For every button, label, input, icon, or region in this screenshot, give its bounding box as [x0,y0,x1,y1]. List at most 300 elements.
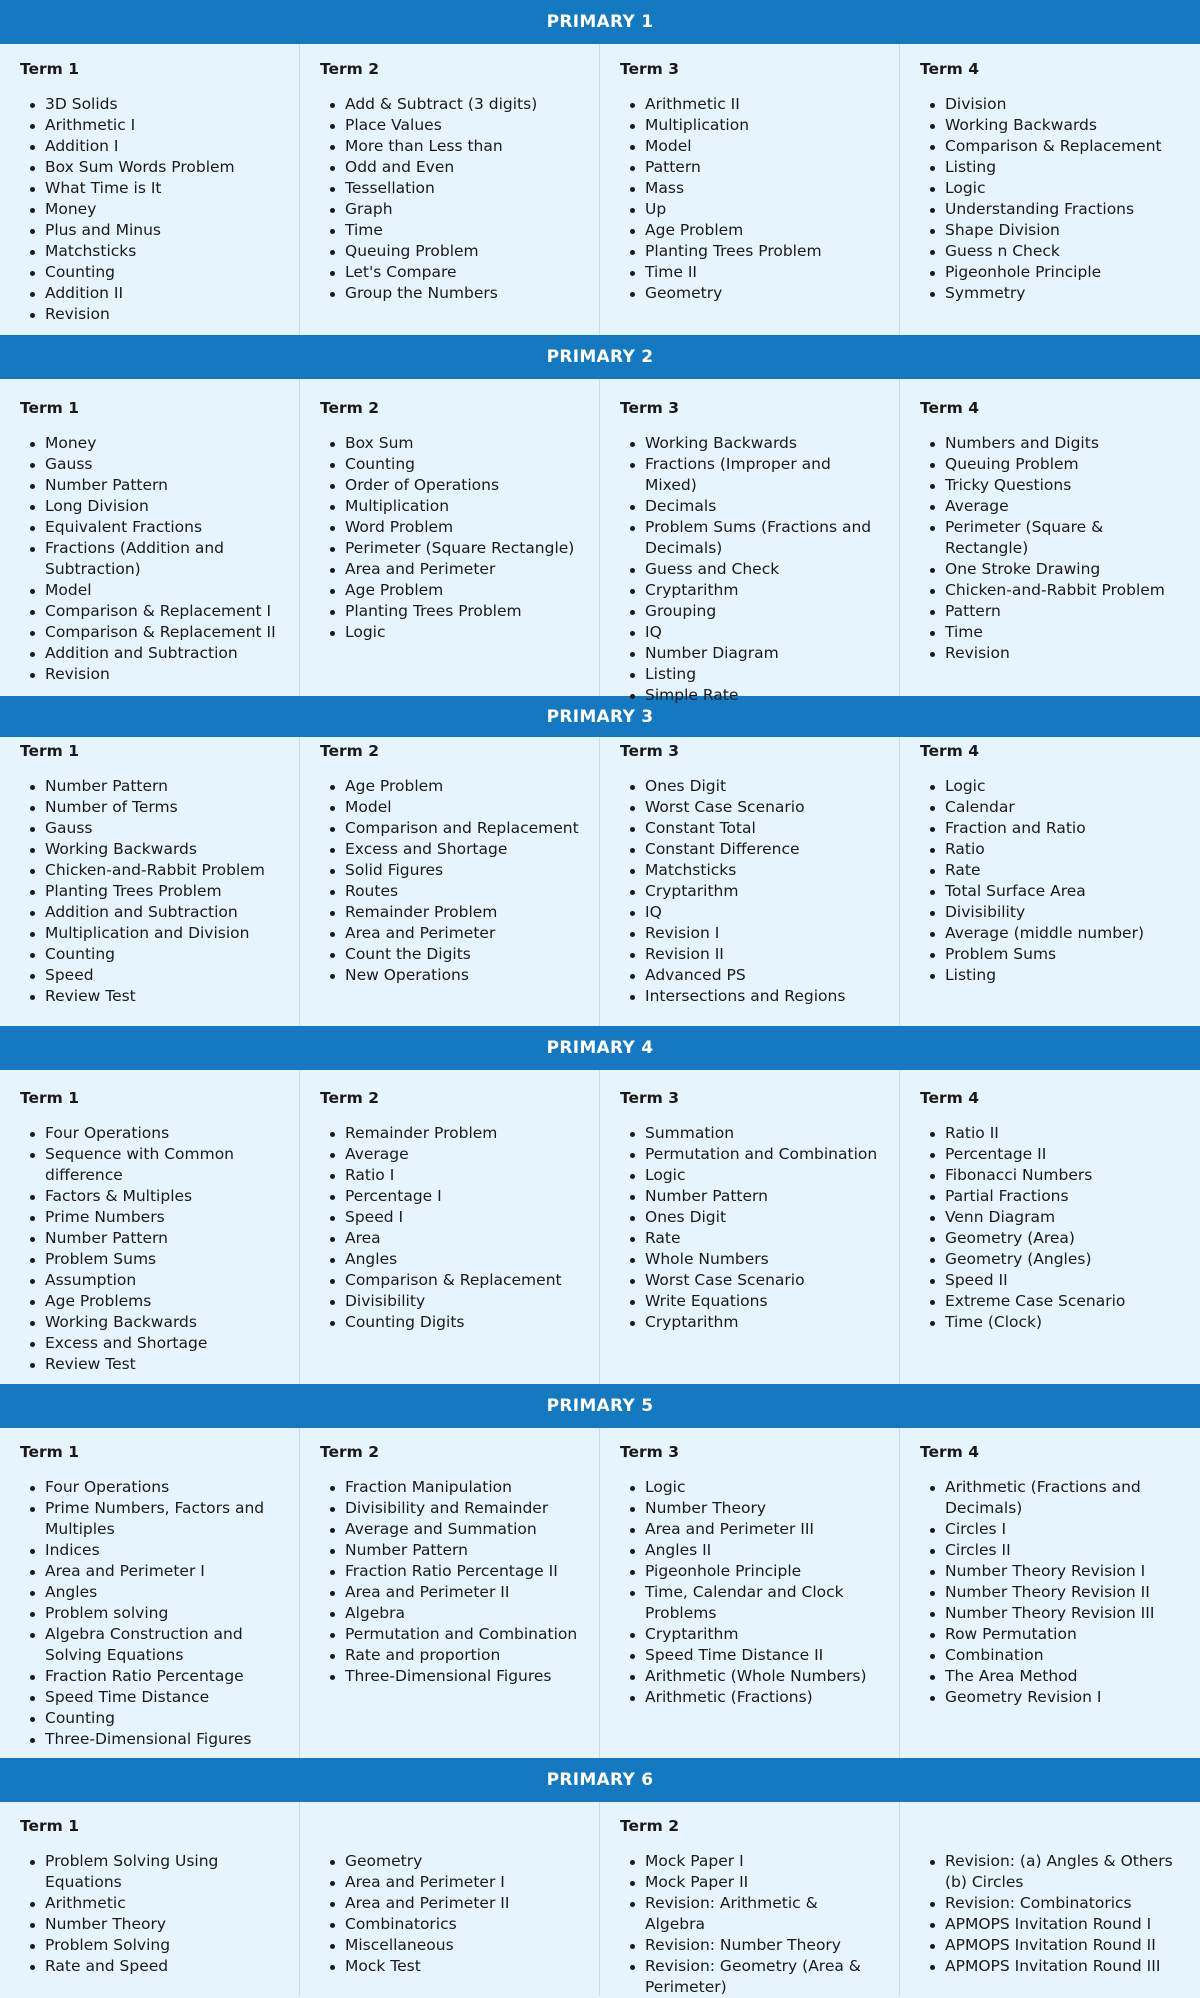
topic-item: Number of Terms [20,797,279,818]
topic-item: Logic [920,178,1180,199]
term-column [600,1428,900,1758]
topic-item: Decimals [620,496,879,517]
term-column [300,1802,600,1996]
topic-item: Revision: Arithmetic & Algebra [620,1893,879,1935]
topic-item: Age Problem [620,220,879,241]
topic-item: Ratio II [920,1123,1180,1144]
topic-item: Money [20,199,279,220]
term-title: Term 2 [320,60,380,78]
topic-list [620,1123,879,1333]
topic-item: Divisibility [920,902,1180,923]
topic-item: Speed I [320,1207,579,1228]
topic-item: Logic [320,622,579,643]
topic-item: New Operations [320,965,579,986]
topic-item: Addition and Subtraction [20,902,279,923]
topic-item: Logic [620,1165,879,1186]
topic-item: Area [320,1228,579,1249]
topic-list [620,433,879,706]
topic-item: Remainder Problem [320,902,579,923]
term-column [300,1428,600,1758]
topic-list [920,1477,1180,1708]
topic-item: Fibonacci Numbers [920,1165,1180,1186]
topic-item: Ratio [920,839,1180,860]
topic-item: Review Test [20,1354,279,1375]
topic-item: Constant Total [620,818,879,839]
primary-3-header: PRIMARY 3 [0,696,1200,737]
term-title: Term 3 [620,399,680,417]
topic-item: Algebra Construction and Solving Equations [20,1624,279,1666]
primary-2-terms [0,379,1200,704]
topic-item: Matchsticks [20,241,279,262]
topic-list [320,1123,579,1333]
topic-item: APMOPS Invitation Round II [920,1935,1180,1956]
topic-item: Geometry (Angles) [920,1249,1180,1270]
topic-item: Multiplication and Division [20,923,279,944]
topic-item: Symmetry [920,283,1180,304]
topic-item: Row Permutation [920,1624,1180,1645]
topic-item: Area and Perimeter [320,923,579,944]
topic-list [20,1851,279,1977]
term-title: Term 3 [620,742,680,760]
topic-item: Fractions (Improper and Mixed) [620,454,879,496]
topic-item: Excess and Shortage [320,839,579,860]
topic-item: Addition I [20,136,279,157]
topic-item: Comparison & Replacement [320,1270,579,1291]
topic-item: Sequence with Common difference [20,1144,279,1186]
topic-item: Planting Trees Problem [20,881,279,902]
topic-list [620,1851,879,1998]
topic-item: Constant Difference [620,839,879,860]
topic-item: Number Pattern [20,1228,279,1249]
topic-item: APMOPS Invitation Round III [920,1956,1180,1977]
topic-item: Circles II [920,1540,1180,1561]
topic-item: Speed Time Distance [20,1687,279,1708]
topic-item: Working Backwards [20,839,279,860]
term-title [920,1816,1180,1837]
term-title: Term 1 [20,60,80,78]
topic-item: Grouping [620,601,879,622]
topic-item: Listing [920,965,1180,986]
topic-item: Problem Sums [920,944,1180,965]
term-column [600,737,900,1026]
topic-item: Algebra [320,1603,579,1624]
topic-item: Addition and Subtraction [20,643,279,664]
topic-item: Numbers and Digits [920,433,1180,454]
term-column [300,379,600,696]
topic-item: Cryptarithm [620,1312,879,1333]
topic-item: Write Equations [620,1291,879,1312]
topic-item: Remainder Problem [320,1123,579,1144]
term-title: Term 3 [620,1089,680,1107]
term-title: Term 2 [320,742,380,760]
topic-item: Combinatorics [320,1914,579,1935]
topic-item: Pigeonhole Principle [620,1561,879,1582]
topic-item: Excess and Shortage [20,1333,279,1354]
topic-item: Counting [320,454,579,475]
topic-item: Area and Perimeter [320,559,579,580]
topic-item: Model [320,797,579,818]
topic-item: Prime Numbers [20,1207,279,1228]
topic-item: Number Pattern [620,1186,879,1207]
topic-item: Logic [620,1477,879,1498]
topic-item: Fractions (Addition and Subtraction) [20,538,279,580]
topic-list [320,94,579,304]
primary-3-terms [0,737,1200,1026]
topic-item: Number Theory Revision III [920,1603,1180,1624]
term-column [0,1070,300,1384]
topic-item: Geometry (Area) [920,1228,1180,1249]
topic-item: Multiplication [620,115,879,136]
topic-item: Revision: Combinatorics [920,1893,1180,1914]
topic-item: Partial Fractions [920,1186,1180,1207]
topic-item: Place Values [320,115,579,136]
topic-list [20,1477,279,1750]
topic-item: Guess n Check [920,241,1180,262]
topic-item: Geometry [320,1851,579,1872]
topic-item: 3D Solids [20,94,279,115]
primary-5-terms [0,1428,1200,1758]
topic-item: Angles [320,1249,579,1270]
term-title: Term 3 [620,60,680,78]
topic-item: Geometry [620,283,879,304]
topic-item: APMOPS Invitation Round I [920,1914,1180,1935]
primary-6-terms [0,1802,1200,1996]
term-title: Term 2 [320,399,380,417]
topic-item: Mock Paper II [620,1872,879,1893]
topic-item: More than Less than [320,136,579,157]
topic-item: Rate and proportion [320,1645,579,1666]
topic-item: Permutation and Combination [320,1624,579,1645]
term-column [600,1802,900,1996]
topic-item: Model [20,580,279,601]
topic-item: Rate [620,1228,879,1249]
topic-item: Mock Test [320,1956,579,1977]
topic-list [320,433,579,643]
topic-list [920,1851,1180,1977]
topic-item: Worst Case Scenario [620,797,879,818]
topic-item: Angles II [620,1540,879,1561]
topic-item: Tessellation [320,178,579,199]
topic-item: Add & Subtract (3 digits) [320,94,579,115]
topic-list [20,94,279,325]
topic-item: Summation [620,1123,879,1144]
topic-item: Whole Numbers [620,1249,879,1270]
term-title: Term 1 [20,742,80,760]
topic-item: Review Test [20,986,279,1007]
topic-list [20,1123,279,1375]
topic-list [620,94,879,304]
term-column [0,44,300,335]
topic-item: Pattern [620,157,879,178]
topic-item: Word Problem [320,517,579,538]
term-title: Term 2 [320,1443,380,1461]
term-column [0,1428,300,1758]
topic-item: Total Surface Area [920,881,1180,902]
topic-item: IQ [620,902,879,923]
topic-item: Counting Digits [320,1312,579,1333]
topic-item: Pattern [920,601,1180,622]
topic-item: Extreme Case Scenario [920,1291,1180,1312]
topic-item: Long Division [20,496,279,517]
topic-item: Number Pattern [20,475,279,496]
topic-list [20,776,279,1007]
topic-item: Fraction Manipulation [320,1477,579,1498]
term-column [0,379,300,696]
topic-item: Understanding Fractions [920,199,1180,220]
topic-item: Advanced PS [620,965,879,986]
term-title: Term 1 [20,1817,80,1835]
topic-item: Revision [920,643,1180,664]
topic-item: Gauss [20,454,279,475]
topic-item: Pigeonhole Principle [920,262,1180,283]
topic-list [920,433,1180,664]
primary-1-header: PRIMARY 1 [0,0,1200,44]
topic-list [620,776,879,1007]
topic-item: Time [320,220,579,241]
topic-item: Arithmetic (Whole Numbers) [620,1666,879,1687]
topic-item: Tricky Questions [920,475,1180,496]
topic-item: Ones Digit [620,1207,879,1228]
primary-2-header: PRIMARY 2 [0,335,1200,379]
topic-item: Problem solving [20,1603,279,1624]
topic-item: Shape Division [920,220,1180,241]
term-column [900,44,1200,335]
topic-item: Factors & Multiples [20,1186,279,1207]
topic-item: Intersections and Regions [620,986,879,1007]
topic-item: Average [320,1144,579,1165]
topic-item: Time (Clock) [920,1312,1180,1333]
topic-list [920,1123,1180,1333]
term-column [300,1070,600,1384]
topic-list [20,433,279,685]
topic-item: Venn Diagram [920,1207,1180,1228]
topic-item: Number Diagram [620,643,879,664]
term-title [320,1816,579,1837]
term-column [0,737,300,1026]
topic-list [920,776,1180,986]
term-column [0,1802,300,1996]
topic-item: Odd and Even [320,157,579,178]
topic-item: Age Problems [20,1291,279,1312]
topic-item: Time, Calendar and Clock Problems [620,1582,879,1624]
topic-item: Box Sum [320,433,579,454]
topic-item: Indices [20,1540,279,1561]
topic-item: Plus and Minus [20,220,279,241]
topic-item: Comparison & Replacement [920,136,1180,157]
term-title: Term 4 [920,60,980,78]
topic-item: Addition II [20,283,279,304]
topic-item: Revision: Geometry (Area & Perimeter) [620,1956,879,1998]
topic-item: Cryptarithm [620,881,879,902]
topic-item: Problem Solving [20,1935,279,1956]
topic-item: Percentage I [320,1186,579,1207]
term-column [900,1070,1200,1384]
topic-item: Arithmetic II [620,94,879,115]
topic-item: Speed Time Distance II [620,1645,879,1666]
topic-item: Three-Dimensional Figures [20,1729,279,1750]
primary-1-terms [0,44,1200,335]
topic-item: Fraction Ratio Percentage II [320,1561,579,1582]
topic-item: Calendar [920,797,1180,818]
primary-6-header: PRIMARY 6 [0,1758,1200,1802]
topic-item: Age Problem [320,580,579,601]
topic-item: Cryptarithm [620,580,879,601]
topic-item: Mock Paper I [620,1851,879,1872]
topic-item: Divisibility and Remainder [320,1498,579,1519]
topic-item: Guess and Check [620,559,879,580]
topic-item: One Stroke Drawing [920,559,1180,580]
term-column [600,379,900,704]
term-column [300,44,600,335]
topic-item: Working Backwards [920,115,1180,136]
topic-list [620,1477,879,1708]
topic-item: Time II [620,262,879,283]
topic-item: Division [920,94,1180,115]
topic-item: Mass [620,178,879,199]
topic-item: Divisibility [320,1291,579,1312]
term-title: Term 2 [620,1817,680,1835]
topic-item: Three-Dimensional Figures [320,1666,579,1687]
topic-item: Planting Trees Problem [620,241,879,262]
topic-item: Cryptarithm [620,1624,879,1645]
topic-item: The Area Method [920,1666,1180,1687]
topic-item: Revision II [620,944,879,965]
topic-list [320,776,579,986]
topic-item: Model [620,136,879,157]
topic-item: Listing [620,664,879,685]
term-column [900,737,1200,1026]
topic-item: Money [20,433,279,454]
topic-item: Equivalent Fractions [20,517,279,538]
topic-item: Simple Rate [620,685,879,706]
topic-item: Ratio I [320,1165,579,1186]
topic-item: Counting [20,1708,279,1729]
topic-item: Perimeter (Square Rectangle) [320,538,579,559]
term-column [300,737,600,1026]
topic-item: Box Sum Words Problem [20,157,279,178]
topic-item: Area and Perimeter II [320,1893,579,1914]
topic-item: Number Theory Revision I [920,1561,1180,1582]
topic-item: Average and Summation [320,1519,579,1540]
topic-item: Time [920,622,1180,643]
topic-item: Angles [20,1582,279,1603]
term-column [900,379,1200,696]
term-title: Term 4 [920,399,980,417]
topic-item: Ones Digit [620,776,879,797]
topic-item: Chicken-and-Rabbit Problem [920,580,1180,601]
topic-item: Counting [20,262,279,283]
topic-item: Arithmetic (Fractions and Decimals) [920,1477,1180,1519]
primary-4-terms [0,1070,1200,1384]
topic-item: Area and Perimeter I [320,1872,579,1893]
topic-item: Queuing Problem [920,454,1180,475]
topic-item: Worst Case Scenario [620,1270,879,1291]
topic-item: Average [920,496,1180,517]
topic-item: Perimeter (Square & Rectangle) [920,517,1180,559]
topic-item: Prime Numbers, Factors and Multiples [20,1498,279,1540]
topic-item: Up [620,199,879,220]
topic-item: Graph [320,199,579,220]
topic-item: Fraction and Ratio [920,818,1180,839]
topic-item: Combination [920,1645,1180,1666]
topic-item: Average (middle number) [920,923,1180,944]
topic-item: Problem Sums [20,1249,279,1270]
topic-item: Area and Perimeter III [620,1519,879,1540]
topic-item: Queuing Problem [320,241,579,262]
topic-item: Revision I [620,923,879,944]
topic-item: Number Theory [620,1498,879,1519]
topic-item: Multiplication [320,496,579,517]
topic-item: Number Pattern [20,776,279,797]
topic-item: Speed II [920,1270,1180,1291]
primary-5-header: PRIMARY 5 [0,1384,1200,1428]
term-title: Term 1 [20,1443,80,1461]
topic-item: Fraction Ratio Percentage [20,1666,279,1687]
topic-item: Counting [20,944,279,965]
topic-list [320,1477,579,1687]
topic-item: Arithmetic (Fractions) [620,1687,879,1708]
topic-item: Area and Perimeter I [20,1561,279,1582]
topic-item: Arithmetic I [20,115,279,136]
topic-item: Comparison & Replacement I [20,601,279,622]
term-column [900,1802,1200,1996]
topic-item: Logic [920,776,1180,797]
topic-item: Number Pattern [320,1540,579,1561]
term-title: Term 4 [920,742,980,760]
topic-item: Routes [320,881,579,902]
topic-item: Comparison and Replacement [320,818,579,839]
topic-item: Matchsticks [620,860,879,881]
topic-item: Working Backwards [20,1312,279,1333]
term-column [600,1070,900,1384]
topic-item: Number Theory Revision II [920,1582,1180,1603]
term-title: Term 2 [320,1089,380,1107]
topic-item: Working Backwards [620,433,879,454]
topic-item: Revision [20,304,279,325]
topic-item: Percentage II [920,1144,1180,1165]
topic-item: Speed [20,965,279,986]
topic-item: Number Theory [20,1914,279,1935]
topic-item: Order of Operations [320,475,579,496]
topic-item: Chicken-and-Rabbit Problem [20,860,279,881]
topic-item: Revision [20,664,279,685]
topic-item: Problem Sums (Fractions and Decimals) [620,517,879,559]
term-title: Term 4 [920,1443,980,1461]
topic-item: Let's Compare [320,262,579,283]
topic-item: Age Problem [320,776,579,797]
topic-item: Circles I [920,1519,1180,1540]
term-title: Term 1 [20,1089,80,1107]
term-title: Term 4 [920,1089,980,1107]
term-column [600,44,900,335]
topic-item: Geometry Revision I [920,1687,1180,1708]
topic-item: Arithmetic [20,1893,279,1914]
topic-item: Group the Numbers [320,283,579,304]
topic-list [920,94,1180,304]
topic-item: Listing [920,157,1180,178]
topic-item: Assumption [20,1270,279,1291]
topic-item: Planting Trees Problem [320,601,579,622]
topic-item: Four Operations [20,1477,279,1498]
topic-item: Rate and Speed [20,1956,279,1977]
topic-item: What Time is It [20,178,279,199]
topic-item: Miscellaneous [320,1935,579,1956]
topic-item: Revision: (a) Angles & Others (b) Circles [920,1851,1180,1893]
term-column [900,1428,1200,1758]
topic-item: Four Operations [20,1123,279,1144]
term-title: Term 1 [20,399,80,417]
topic-item: IQ [620,622,879,643]
